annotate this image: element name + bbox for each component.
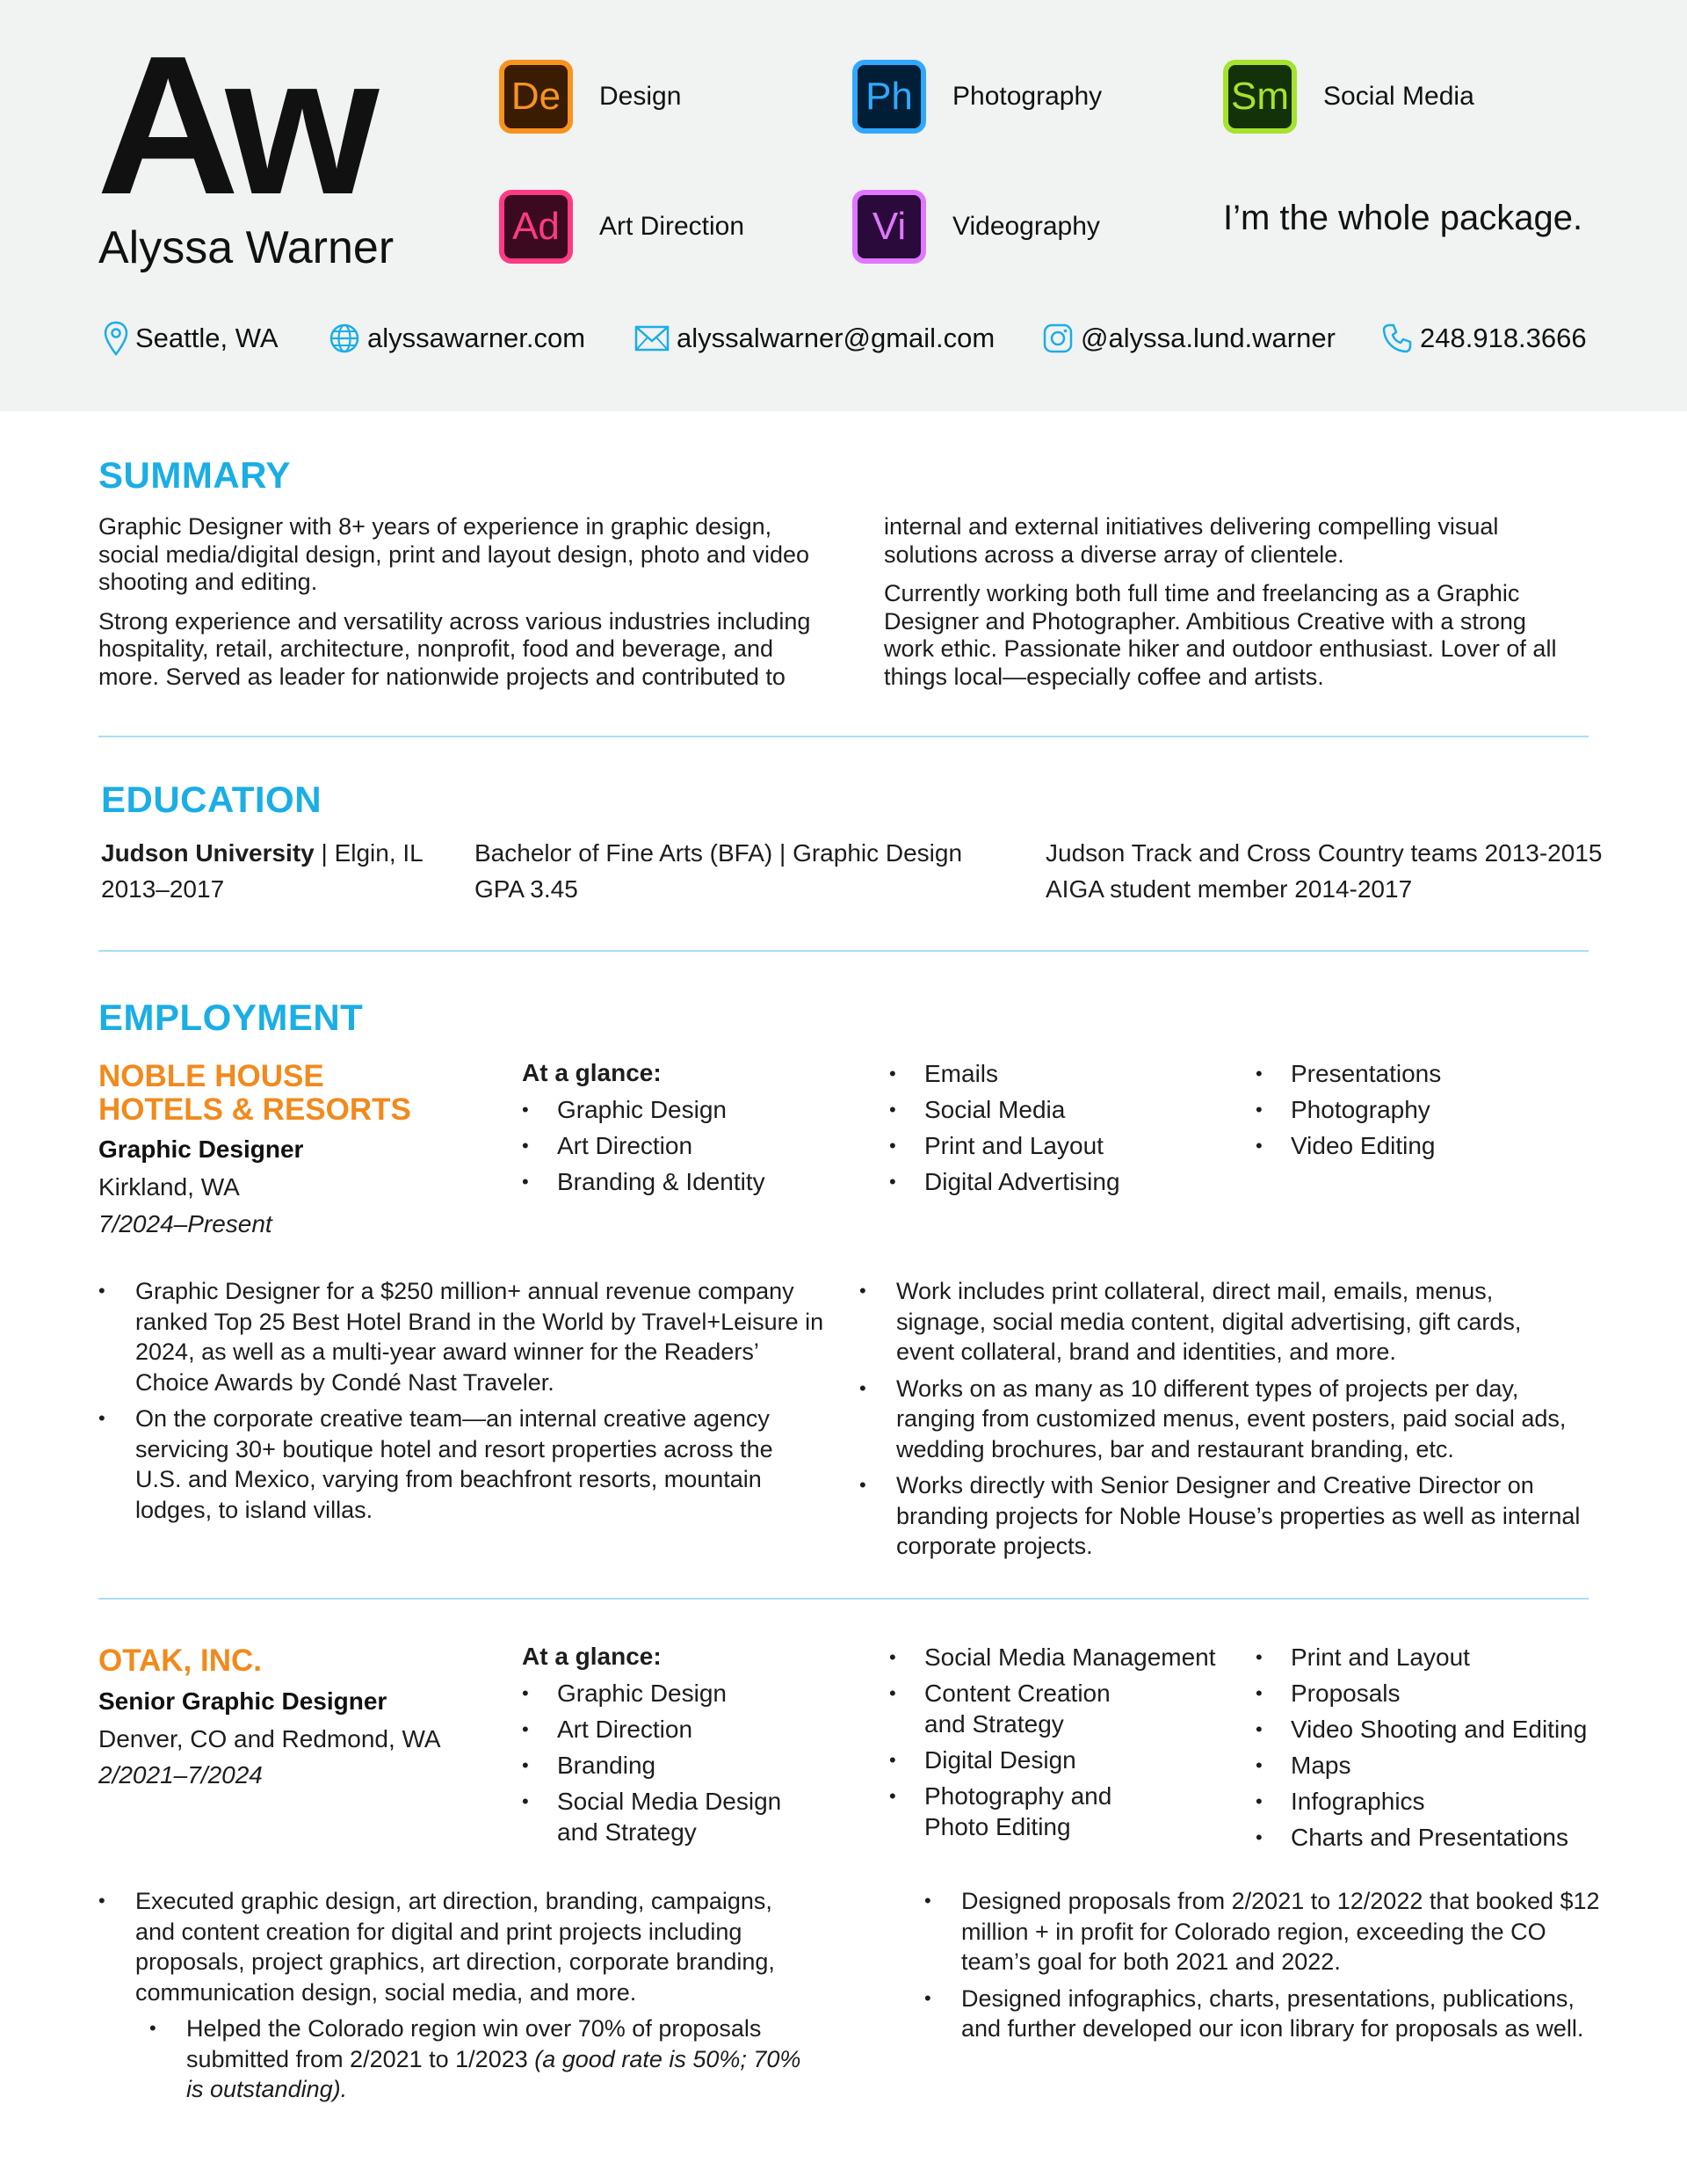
- list-item: • Art Direction: [520, 1130, 854, 1161]
- list-item: • Branding: [520, 1750, 806, 1781]
- candidate-name: Alyssa Warner: [98, 222, 395, 273]
- job-bullets: [98, 1886, 810, 2111]
- list-item: • Designed infographics, charts, presentations, publications, and further developed our icon library for proposals as well.: [924, 1984, 1618, 2044]
- section-divider: [98, 950, 1589, 952]
- school-name: Judson University: [101, 839, 315, 867]
- glance-list: [1254, 1058, 1588, 1166]
- skill-photography: [852, 60, 1102, 134]
- tagline: I’m the whole package.: [1223, 199, 1583, 237]
- glance-list: [887, 1058, 1221, 1202]
- list-item: • Graphic Design: [520, 1094, 854, 1125]
- list-item: • Charts and Presentations: [1254, 1822, 1605, 1853]
- list-item: • Executed graphic design, art direction, branding, campaigns, and content creation for digital and print projects including proposals, project graphics, art direction, corporate branding, communication design, social media, and more.: [98, 1886, 810, 2007]
- photography-app-icon: Ph: [852, 60, 926, 134]
- list-item: • Graphic Designer for a $250 million+ annual revenue company ranked Top 25 Best Hotel Brand in the World by Travel+Leisure in 2024, as well as a multi-year award winner for the Readers’ Choice Awards by Condé Nast Traveler.: [98, 1276, 824, 1397]
- degree: Bachelor of Fine Arts (BFA) | Graphic Design: [474, 839, 963, 867]
- summary-paragraph: Graphic Designer with 8+ years of experience in graphic design, social media/digital design, print and layout design, photo and video shooting and editing.: [98, 513, 810, 595]
- videography-app-icon: Vi: [852, 190, 926, 264]
- list-item: • Emails: [887, 1058, 1221, 1089]
- logo-monogram: Aw: [97, 14, 369, 236]
- activity-item: Judson Track and Cross Country teams 2013-2015: [1046, 839, 1603, 867]
- summary-heading: SUMMARY: [98, 454, 291, 496]
- social-media-app-icon: Sm: [1223, 60, 1297, 134]
- summary-col-right: [884, 513, 1578, 702]
- section-divider: [98, 736, 1589, 737]
- list-item: • Works on as many as 10 different types of projects per day, ranging from customized menus, event posters, paid social ads, wedding brochures, bar and restaurant branding, etc.: [859, 1374, 1585, 1465]
- job-bullets: [98, 1276, 824, 1531]
- glance-list: [520, 1678, 806, 1853]
- summary-col-left: [98, 513, 819, 702]
- summary-paragraph: Currently working both full time and freelancing as a Graphic Designer and Photographer. Ambitious Creative with a strong work ethic. Passionate hiker and outdoor enthusiast. Lover of all things local—especially coffee and artists.: [884, 580, 1557, 690]
- list-item: • Content Creation and Strategy: [887, 1678, 1125, 1739]
- skill-social-media: [1223, 60, 1474, 134]
- activity-item: AIGA student member 2014-2017: [1046, 875, 1413, 903]
- school-years: 2013–2017: [101, 875, 225, 903]
- contact-location: [104, 316, 279, 360]
- instagram-icon: [1042, 323, 1074, 354]
- glance-list: [520, 1094, 854, 1202]
- skill-label: Art Direction: [599, 212, 745, 241]
- globe-icon: [329, 323, 360, 354]
- job-bullets: [859, 1276, 1585, 1568]
- contact-website[interactable]: [329, 316, 585, 360]
- glance-list: [1254, 1642, 1605, 1858]
- contact-instagram[interactable]: [1042, 316, 1336, 360]
- list-item: • Photography and Photo Editing: [887, 1781, 1125, 1842]
- list-item: • Work includes print collateral, direct mail, emails, menus, signage, social media content, digital advertising, gift cards, event collateral, brand and identities, and more.: [859, 1276, 1585, 1368]
- list-item: • Video Shooting and Editing: [1254, 1714, 1605, 1745]
- skill-label: Videography: [952, 212, 1100, 241]
- list-item: • Social Media Management: [887, 1642, 1239, 1672]
- list-item: • Works directly with Senior Designer and Creative Director on branding projects for Noble House’s properties as well as internal corporate projects.: [859, 1470, 1585, 1562]
- job-location: Kirkland, WA: [98, 1173, 240, 1201]
- job-title: Graphic Designer: [98, 1136, 304, 1163]
- phone-number: 248.918.3666: [1420, 323, 1587, 353]
- school-line: [101, 835, 424, 871]
- company-name: OTAK, INC.: [98, 1643, 263, 1678]
- skill-label: Social Media: [1323, 82, 1474, 111]
- skill-art-direction: [499, 190, 744, 264]
- list-item: • Print and Layout: [1254, 1642, 1605, 1672]
- design-app-icon: De: [499, 60, 573, 134]
- school-location: | Elgin, IL: [314, 839, 424, 867]
- website-link[interactable]: alyssawarner.com: [367, 323, 586, 353]
- job-title: Senior Graphic Designer: [98, 1687, 387, 1715]
- list-item: • Art Direction: [520, 1714, 806, 1745]
- job-dates: 2/2021–7/2024: [98, 1761, 263, 1789]
- skill-label: Photography: [952, 82, 1103, 111]
- job-dates: 7/2024–Present: [98, 1210, 272, 1237]
- list-item: • On the corporate creative team—an internal creative agency servicing 30+ boutique hotel and resort properties across the U.S. and Mexico, varying from beachfront resorts, mountain lodges, to island villas.: [98, 1404, 824, 1525]
- phone-icon: [1381, 323, 1413, 354]
- skill-label: Design: [599, 82, 682, 111]
- list-item: • Presentations: [1254, 1058, 1588, 1089]
- envelope-icon: [634, 324, 670, 352]
- contact-email[interactable]: [634, 316, 995, 360]
- location-pin-icon: [104, 321, 128, 356]
- summary-paragraph: Strong experience and versatility across various industries including hospitality, retail, architecture, nonprofit, food and beverage, and more. Served as leader for nationwide projects and contributed to: [98, 607, 811, 690]
- education-heading: EDUCATION: [101, 779, 322, 820]
- email-link[interactable]: alyssalwarner@gmail.com: [677, 323, 996, 353]
- list-item: • Maps: [1254, 1750, 1605, 1781]
- list-item: • Proposals: [1254, 1678, 1605, 1709]
- skill-design: [499, 60, 681, 134]
- art-direction-app-icon: Ad: [499, 190, 573, 264]
- list-item: • Social Media Design and Strategy: [520, 1786, 806, 1847]
- instagram-handle[interactable]: @alyssa.lund.warner: [1081, 323, 1336, 353]
- sub-list-item: • Helped the Colorado region win over 70% of proposals submitted from 2/2021 to 1/2023 (a good rate is 50%; 70% is outstanding).: [149, 2013, 810, 2105]
- list-item: • Branding & Identity: [520, 1166, 854, 1197]
- header-band: [0, 0, 1687, 411]
- contact-phone[interactable]: [1381, 316, 1587, 360]
- location-text: Seattle, WA: [135, 323, 279, 353]
- list-item: • Print and Layout: [887, 1130, 1221, 1161]
- at-a-glance-label: At a glance:: [522, 1643, 662, 1670]
- job-bullets: [924, 1886, 1618, 2050]
- list-item: • Digital Advertising: [887, 1166, 1221, 1197]
- skill-videography: [852, 190, 1100, 264]
- company-name: NOBLE HOUSE HOTELS & RESORTS: [98, 1059, 411, 1127]
- gpa: GPA 3.45: [474, 875, 578, 903]
- list-item: • Social Media: [887, 1094, 1221, 1125]
- glance-list: [887, 1642, 1239, 1847]
- list-item: • Digital Design: [887, 1745, 1239, 1775]
- list-item: • Infographics: [1254, 1786, 1605, 1817]
- employment-heading: EMPLOYMENT: [98, 997, 364, 1038]
- contact-row: [0, 316, 1687, 360]
- job-location: Denver, CO and Redmond, WA: [98, 1725, 441, 1752]
- list-item: • Graphic Design: [520, 1678, 806, 1709]
- list-item: • Video Editing: [1254, 1130, 1588, 1161]
- list-item: • Designed proposals from 2/2021 to 12/2022 that booked $12 million + in profit for Colorado region, exceeding the CO team’s goal for both 2021 and 2022.: [924, 1886, 1618, 1977]
- summary-paragraph: internal and external initiatives delivering compelling visual solutions across a diverse array of clientele.: [884, 513, 1499, 568]
- section-divider: [98, 1598, 1589, 1600]
- list-item: • Photography: [1254, 1094, 1588, 1125]
- at-a-glance-label: At a glance:: [522, 1059, 662, 1086]
